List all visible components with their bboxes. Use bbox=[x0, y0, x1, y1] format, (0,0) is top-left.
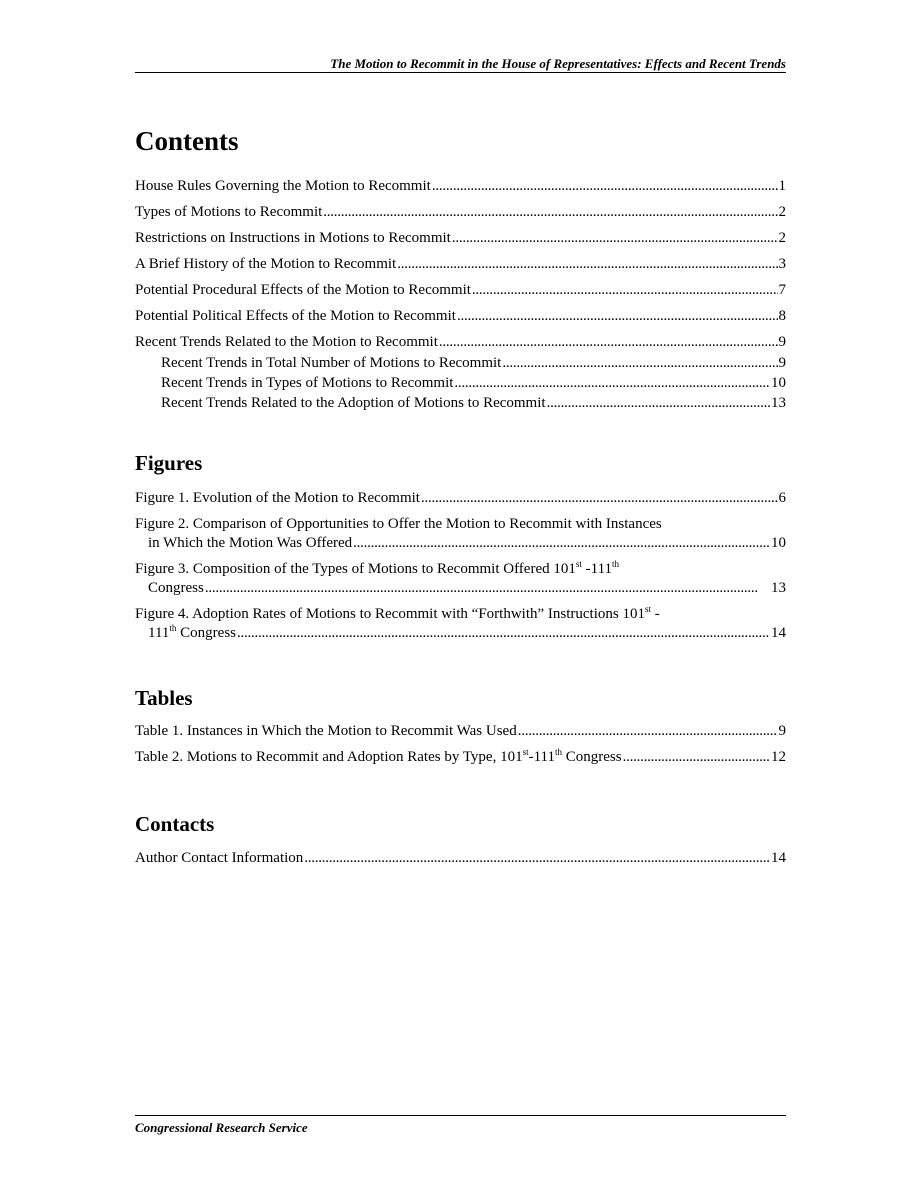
table-entry-label: Table 2. Motions to Recommit and Adoption Rates by Type, 101 bbox=[135, 749, 523, 765]
superscript: st bbox=[575, 559, 582, 569]
toc-entry-page: 13 bbox=[771, 395, 786, 411]
toc-entry-page: 10 bbox=[771, 375, 786, 391]
toc-subentry[interactable] bbox=[135, 354, 786, 373]
dot-leader bbox=[457, 307, 778, 326]
table-entry-page: 12 bbox=[771, 749, 786, 765]
toc-entry[interactable] bbox=[135, 333, 786, 352]
toc-entry-label: Restrictions on Instructions in Motions to Recommit bbox=[135, 230, 451, 246]
superscript: th bbox=[612, 559, 620, 569]
toc-entry-label: Recent Trends Related to the Adoption of Motions to Recommit bbox=[161, 395, 546, 411]
toc-entry-label: Recent Trends in Types of Motions to Recommit bbox=[161, 375, 454, 391]
figure-entry-page: 6 bbox=[778, 490, 786, 506]
figure-entry-label-part: Congress bbox=[176, 625, 236, 641]
tables-heading: Tables bbox=[135, 686, 193, 710]
figure-entry-label-part: - bbox=[651, 606, 660, 622]
toc-entry[interactable] bbox=[135, 307, 786, 326]
figure-entry[interactable] bbox=[135, 560, 786, 598]
toc-entry-page: 2 bbox=[778, 230, 786, 246]
contact-entry-label: Author Contact Information bbox=[135, 850, 304, 866]
dot-leader bbox=[454, 374, 770, 393]
toc-entry-page: 2 bbox=[778, 204, 786, 220]
dot-leader bbox=[439, 333, 778, 352]
dot-leader bbox=[205, 579, 770, 598]
figure-entry-page: 14 bbox=[771, 625, 786, 641]
footer-rule bbox=[135, 1115, 786, 1116]
toc-entry-label: Types of Motions to Recommit bbox=[135, 204, 323, 220]
toc-entry-page: 3 bbox=[778, 256, 786, 272]
tables-list bbox=[135, 722, 786, 767]
superscript: st bbox=[644, 604, 651, 614]
superscript: st bbox=[522, 747, 529, 757]
table-entry-page: 9 bbox=[778, 723, 786, 739]
figure-entry-label: Figure 4. Adoption Rates of Motions to Recommit with “Forthwith” Instructions 101 bbox=[135, 606, 645, 622]
footer-text: Congressional Research Service bbox=[135, 1120, 308, 1135]
dot-leader bbox=[304, 849, 770, 868]
figure-entry[interactable] bbox=[135, 515, 786, 553]
toc-entry-label: Potential Political Effects of the Motion to Recommit bbox=[135, 308, 456, 324]
figure-entry-label: Figure 1. Evolution of the Motion to Recommit bbox=[135, 490, 420, 506]
contents-title: Contents bbox=[135, 126, 239, 156]
figures-list bbox=[135, 489, 786, 643]
dot-leader bbox=[353, 534, 770, 553]
toc-entry-page: 7 bbox=[778, 282, 786, 298]
figure-entry-label-cont: Congress bbox=[148, 580, 204, 596]
toc-entry[interactable] bbox=[135, 255, 786, 274]
table-entry-label-part: Congress bbox=[562, 749, 622, 765]
superscript: th bbox=[169, 623, 177, 633]
toc-entry-label: Recent Trends in Total Number of Motions to Recommit bbox=[161, 355, 502, 371]
dot-leader bbox=[397, 255, 777, 274]
figure-entry-label-cont: in Which the Motion Was Offered bbox=[148, 535, 353, 551]
contact-entry-page: 14 bbox=[771, 850, 786, 866]
table-entry-label: Table 1. Instances in Which the Motion to Recommit Was Used bbox=[135, 723, 517, 739]
contents-list bbox=[135, 177, 786, 413]
dot-leader bbox=[502, 354, 777, 373]
figure-entry-label-cont: 111 bbox=[148, 625, 170, 641]
header-rule bbox=[135, 72, 786, 73]
toc-entry[interactable] bbox=[135, 229, 786, 248]
toc-entry[interactable] bbox=[135, 203, 786, 222]
dot-leader bbox=[518, 722, 778, 741]
dot-leader bbox=[323, 203, 777, 222]
running-header: The Motion to Recommit in the House of Representatives: Effects and Recent Trends bbox=[330, 56, 786, 71]
figure-entry-page: 13 bbox=[771, 580, 786, 596]
contacts-heading: Contacts bbox=[135, 812, 215, 836]
figure-entry-label-part: -111 bbox=[581, 561, 613, 577]
contact-entry[interactable] bbox=[135, 849, 786, 868]
dot-leader bbox=[421, 489, 778, 508]
dot-leader bbox=[432, 177, 778, 196]
table-entry[interactable] bbox=[135, 748, 786, 767]
toc-entry-label: Recent Trends Related to the Motion to Recommit bbox=[135, 334, 438, 350]
figure-entry[interactable] bbox=[135, 605, 786, 643]
toc-entry[interactable] bbox=[135, 281, 786, 300]
dot-leader bbox=[452, 229, 778, 248]
toc-entry-page: 8 bbox=[778, 308, 786, 324]
figure-entry-page: 10 bbox=[771, 535, 786, 551]
table-entry[interactable] bbox=[135, 722, 786, 741]
toc-entry-label: A Brief History of the Motion to Recommit bbox=[135, 256, 397, 272]
toc-subentry[interactable] bbox=[135, 374, 786, 393]
dot-leader bbox=[623, 748, 770, 767]
toc-entry-page: 1 bbox=[778, 178, 786, 194]
contacts-list bbox=[135, 849, 786, 868]
toc-entry-label: House Rules Governing the Motion to Recommit bbox=[135, 178, 431, 194]
figures-heading: Figures bbox=[135, 451, 203, 475]
toc-entry[interactable] bbox=[135, 177, 786, 196]
figure-entry-label: Figure 2. Comparison of Opportunities to Offer the Motion to Recommit with Instances bbox=[135, 516, 662, 532]
toc-entry-page: 9 bbox=[778, 334, 786, 350]
toc-subentry[interactable] bbox=[135, 394, 786, 413]
dot-leader bbox=[237, 624, 770, 643]
dot-leader bbox=[472, 281, 778, 300]
toc-entry-page: 9 bbox=[778, 355, 786, 371]
table-entry-label-part: -111 bbox=[528, 749, 555, 765]
dot-leader bbox=[547, 394, 770, 413]
figure-entry[interactable] bbox=[135, 489, 786, 508]
figure-entry-label: Figure 3. Composition of the Types of Motions to Recommit Offered 101 bbox=[135, 561, 576, 577]
superscript: th bbox=[555, 747, 563, 757]
toc-entry-label: Potential Procedural Effects of the Motion to Recommit bbox=[135, 282, 471, 298]
